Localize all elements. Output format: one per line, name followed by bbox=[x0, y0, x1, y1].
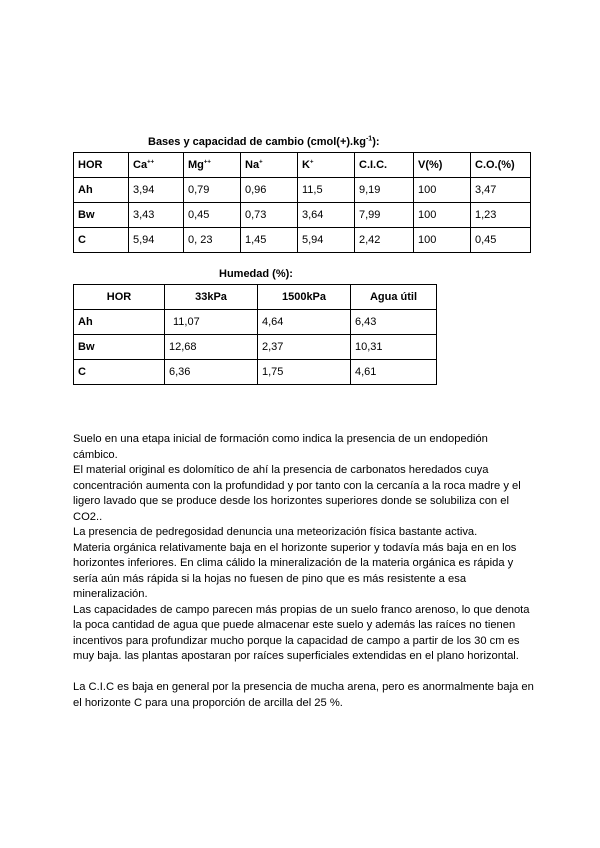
table-cell: C bbox=[74, 228, 129, 253]
humedad-header-cell: 1500kPa bbox=[258, 285, 351, 310]
bases-table bbox=[73, 152, 531, 253]
table-cell: Ah bbox=[74, 310, 165, 335]
bases-header-cell: Mg++ bbox=[184, 153, 241, 178]
table-cell: 5,94 bbox=[298, 228, 355, 253]
table-cell: 7,99 bbox=[355, 203, 414, 228]
table-row bbox=[74, 360, 437, 385]
table-row bbox=[74, 310, 437, 335]
paragraph: Materia orgánica relativamente baja en el horizonte superior y todavía más baja en en los horizontes inferiores. En clima cálido la mineralización de la materia orgánica es rápida y sería aún más rápida si la hojas no fuesen de pino que es más resistente a esa mineralización. bbox=[73, 541, 517, 600]
bases-header-cell: K+ bbox=[298, 153, 355, 178]
table-cell: 0,79 bbox=[184, 178, 241, 203]
humedad-table-header-row bbox=[74, 285, 437, 310]
paragraph: Las capacidades de campo parecen más propias de un suelo franco arenoso, lo que denota la poca cantidad de agua que puede almacenar este suelo y además las raíces no tienen incentivos para profundizar mucho porque la capacidad de campo a partir de los 30 cm es muy baja. las plantas apostaran por raíces superficiales extendidas en el plano horizontal. bbox=[73, 603, 530, 662]
humedad-table bbox=[73, 284, 437, 385]
table-cell: 4,64 bbox=[258, 310, 351, 335]
table-cell: C bbox=[74, 360, 165, 385]
table-cell: 5,94 bbox=[129, 228, 184, 253]
table-cell: 11,5 bbox=[298, 178, 355, 203]
bases-header-cell: V(%) bbox=[414, 153, 471, 178]
table-cell: 10,31 bbox=[351, 335, 437, 360]
table-cell: 0, 23 bbox=[184, 228, 241, 253]
table-cell: 6,43 bbox=[351, 310, 437, 335]
table-cell: 3,47 bbox=[471, 178, 531, 203]
table-cell: Bw bbox=[74, 335, 165, 360]
table-cell: 3,43 bbox=[129, 203, 184, 228]
table-row bbox=[74, 335, 437, 360]
table-cell: 2,37 bbox=[258, 335, 351, 360]
humedad-header-cell: HOR bbox=[74, 285, 165, 310]
analysis-text bbox=[73, 432, 535, 711]
table-cell: 6,36 bbox=[165, 360, 258, 385]
table-cell: 12,68 bbox=[165, 335, 258, 360]
bases-header-cell: HOR bbox=[74, 153, 129, 178]
table-cell: Ah bbox=[74, 178, 129, 203]
table-row bbox=[74, 203, 531, 228]
table-cell: 100 bbox=[414, 203, 471, 228]
table-cell: 4,61 bbox=[351, 360, 437, 385]
paragraph: La presencia de pedregosidad denuncia una meteorización física bastante activa. bbox=[73, 526, 478, 538]
table-cell: 0,96 bbox=[241, 178, 298, 203]
table-cell: 100 bbox=[414, 228, 471, 253]
table1-caption bbox=[148, 136, 380, 148]
humedad-header-cell: 33kPa bbox=[165, 285, 258, 310]
table1-caption-text: Bases y capacidad de cambio (cmol(+).kg bbox=[148, 136, 366, 148]
paragraph: El material original es dolomítico de ahí la presencia de carbonatos heredados cuya concentración aumenta con la profundidad y por tanto con la cercanía a la roca madre y el ligero lavado que se produce desde los horizontes superiores donde se solubiliza con el CO2.. bbox=[73, 464, 521, 523]
table2-caption: Humedad (%): bbox=[219, 268, 293, 280]
table-cell: 100 bbox=[414, 178, 471, 203]
paragraph: La C.I.C es baja en general por la presencia de mucha arena, pero es anormalmente baja en el horizonte C para una proporción de arcilla del 25 %. bbox=[73, 681, 534, 709]
bases-header-cell: Ca++ bbox=[129, 153, 184, 178]
paragraph: Suelo en una etapa inicial de formación como indica la presencia de un endopedión cámbico. bbox=[73, 433, 488, 461]
table1-caption-sup: -1 bbox=[365, 135, 373, 143]
table-cell: 1,45 bbox=[241, 228, 298, 253]
table-cell: 1,75 bbox=[258, 360, 351, 385]
table-cell: Bw bbox=[74, 203, 129, 228]
table-cell: 1,23 bbox=[471, 203, 531, 228]
table1-caption-end: ): bbox=[372, 136, 380, 148]
bases-header-cell: Na+ bbox=[241, 153, 298, 178]
table-cell: 9,19 bbox=[355, 178, 414, 203]
bases-header-cell: C.I.C. bbox=[355, 153, 414, 178]
bases-header-cell: C.O.(%) bbox=[471, 153, 531, 178]
table-cell: 0,45 bbox=[471, 228, 531, 253]
table-cell: 0,73 bbox=[241, 203, 298, 228]
table-cell: 3,64 bbox=[298, 203, 355, 228]
table-cell: 11,07 bbox=[165, 310, 258, 335]
humedad-header-cell: Agua útil bbox=[351, 285, 437, 310]
table-cell: 2,42 bbox=[355, 228, 414, 253]
table-cell: 0,45 bbox=[184, 203, 241, 228]
table-row bbox=[74, 178, 531, 203]
table-row bbox=[74, 228, 531, 253]
bases-table-header-row bbox=[74, 153, 531, 178]
table-cell: 3,94 bbox=[129, 178, 184, 203]
